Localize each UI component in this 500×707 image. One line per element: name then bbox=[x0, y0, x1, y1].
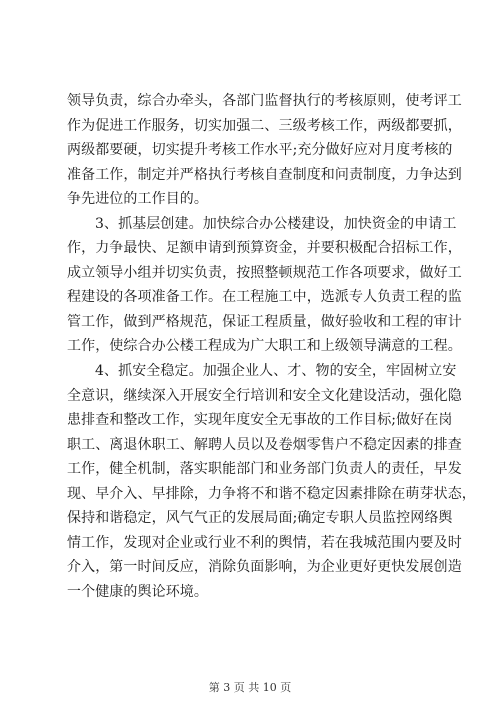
text-line: 工作，健全机制，落实职能部门和业务部门负责人的责任，早发 bbox=[67, 461, 462, 478]
text-line: 患排查和整改工作，实现年度安全无事故的工作目标;做好在岗 bbox=[67, 412, 453, 429]
text-line: 领导负责，综合办牵头，各部门监督执行的考核原则，使考评工 bbox=[67, 93, 462, 109]
text-line: 保持和谐稳定，风气气正的发展局面;确定专职人员监控网络舆 bbox=[67, 510, 453, 527]
document-body bbox=[67, 89, 476, 604]
text-line: 一个健康的舆论环境。 bbox=[67, 583, 208, 600]
page-number-footer: 第 3 页 共 10 页 bbox=[208, 681, 292, 694]
text-line: 职工、离退休职工、解聘人员以及卷烟零售户不稳定因素的排查 bbox=[67, 436, 462, 453]
text-line: 两级都要硬，切实提升考核工作水平;充分做好应对月度考核的 bbox=[67, 142, 453, 159]
text-line: 管工作，做到严格规范，保证工程质量，做好验收和工程的审计 bbox=[67, 313, 462, 330]
text-line: 程建设的各项准备工作。在工程施工中，选派专人负责工程的监 bbox=[67, 289, 462, 306]
text-line: 4、抓安全稳定。加强企业人、才、物的安全，牢固树立安 bbox=[95, 363, 457, 380]
text-line: 争先进位的工作目的。 bbox=[67, 191, 208, 208]
text-line: 情工作，发现对企业或行业不利的舆情，若在我城范围内要及时 bbox=[67, 534, 462, 551]
text-line: 准备工作，制定并严格执行考核自查制度和问责制度，力争达到 bbox=[67, 166, 462, 183]
text-line: 现、早介入、早排除，力争将不和谐不稳定因素排除在萌芽状态， bbox=[67, 485, 476, 502]
text-line: 3、抓基层创建。加快综合办公楼建设，加快资金的申请工 bbox=[95, 215, 457, 232]
text-line: 全意识，继续深入开展安全行培训和安全文化建设活动，强化隐 bbox=[67, 387, 462, 404]
text-line: 成立领导小组并切实负责，按照整顿规范工作各项要求，做好工 bbox=[67, 264, 462, 281]
text-line: 作为促进工作服务，切实加强二、三级考核工作，两级都要抓， bbox=[67, 117, 462, 134]
text-line: 工作，使综合办公楼工程成为广大职工和上级领导满意的工程。 bbox=[67, 338, 462, 355]
text-line: 作，力争最快、足额申请到预算资金，并要积极配合招标工作， bbox=[67, 240, 462, 257]
text-line: 介入，第一时间反应，消除负面影响，为企业更好更快发展创造 bbox=[67, 559, 462, 576]
